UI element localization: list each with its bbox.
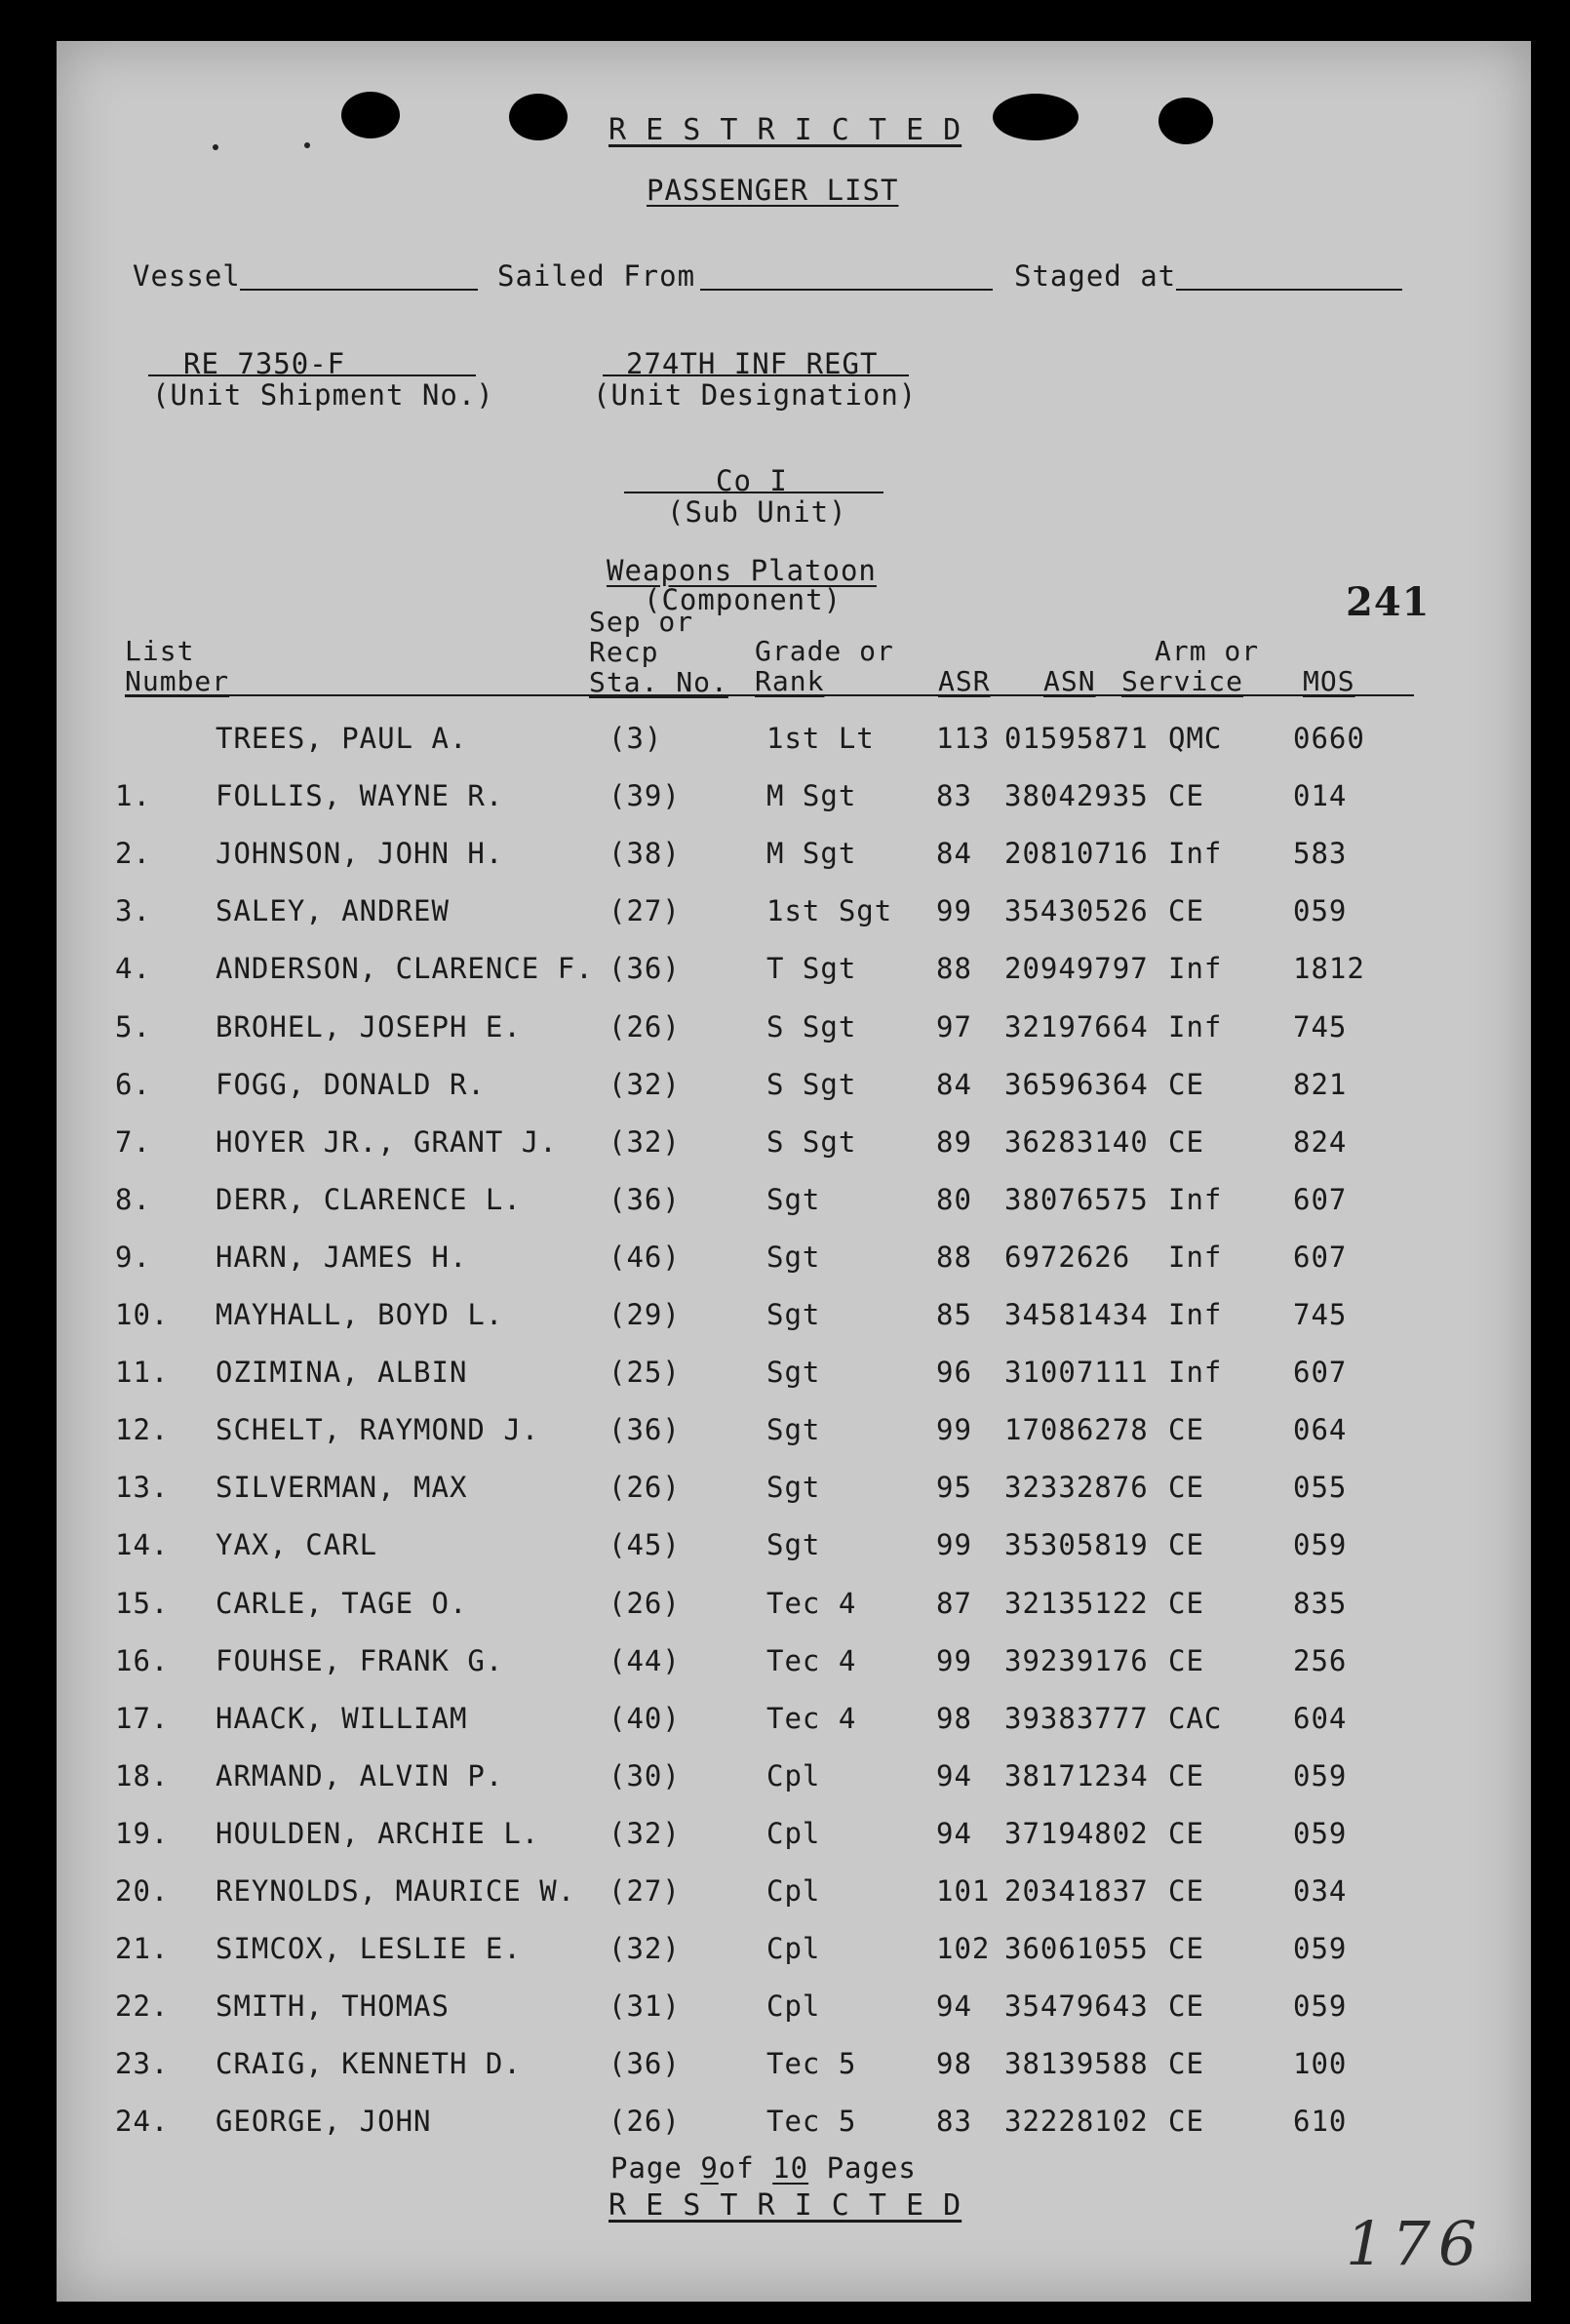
row-station: (25) — [608, 1356, 681, 1390]
row-service: CAC — [1168, 1701, 1223, 1735]
row-station: (36) — [608, 952, 681, 986]
sailed-from-label: Sailed From — [497, 259, 696, 293]
handwritten-number: 176 — [1346, 2208, 1485, 2279]
row-asn: 39239176 — [1004, 1643, 1149, 1677]
row-name: SMITH, THOMAS — [216, 1989, 450, 2024]
table-row — [57, 1298, 1531, 1337]
row-service: CE — [1168, 1586, 1204, 1620]
row-asr: 84 — [936, 837, 972, 871]
row-name: SILVERMAN, MAX — [216, 1471, 468, 1505]
vessel-label: Vessel — [133, 259, 241, 293]
row-station: (44) — [608, 1643, 681, 1677]
row-mos: 745 — [1293, 1009, 1348, 1044]
row-service: CE — [1168, 2047, 1204, 2081]
row-service: CE — [1168, 1758, 1204, 1792]
row-asn: 38171234 — [1004, 1758, 1149, 1792]
row-mos: 059 — [1293, 894, 1348, 928]
row-station: (45) — [608, 1528, 681, 1562]
row-mos: 034 — [1293, 1874, 1348, 1908]
table-row — [57, 1759, 1531, 1798]
row-rank: Tec 4 — [766, 1643, 857, 1677]
table-row — [57, 1528, 1531, 1567]
row-station: (36) — [608, 1182, 681, 1216]
staged-at-blank — [1176, 289, 1402, 291]
row-mos: 821 — [1293, 1067, 1348, 1101]
row-station: (32) — [608, 1816, 681, 1850]
row-name: REYNOLDS, MAURICE W. — [216, 1874, 576, 1908]
unit-designation: 274TH INF REGT — [626, 347, 879, 380]
page-stamp-number: 241 — [1346, 579, 1431, 625]
row-name: FOGG, DONALD R. — [216, 1067, 486, 1101]
row-station: (36) — [608, 1413, 681, 1447]
col-mos: MOS — [1303, 665, 1355, 697]
row-name: HOYER JR., GRANT J. — [216, 1124, 558, 1159]
row-station: (36) — [608, 2047, 681, 2081]
row-station: (31) — [608, 1989, 681, 2024]
row-number: 18. — [115, 1758, 170, 1792]
row-asr: 99 — [936, 1528, 972, 1562]
row-number: 16. — [115, 1643, 170, 1677]
table-row — [57, 1356, 1531, 1395]
table-row — [57, 894, 1531, 933]
row-number: 19. — [115, 1816, 170, 1850]
table-row — [57, 1702, 1531, 1741]
row-asn: 32332876 — [1004, 1471, 1149, 1505]
row-asr: 87 — [936, 1586, 972, 1620]
row-station: (30) — [608, 1758, 681, 1792]
table-row — [57, 2105, 1531, 2144]
row-asr: 101 — [936, 1874, 991, 1908]
row-rank: Cpl — [766, 1758, 821, 1792]
row-asr: 96 — [936, 1356, 972, 1390]
row-mos: 610 — [1293, 2105, 1348, 2139]
row-name: TREES, PAUL A. — [216, 722, 468, 755]
row-name: HAACK, WILLIAM — [216, 1701, 468, 1735]
row-rank: Tec 4 — [766, 1701, 857, 1735]
row-asn: 17086278 — [1004, 1413, 1149, 1447]
row-rank: Tec 5 — [766, 2105, 857, 2139]
row-asn: 38042935 — [1004, 779, 1149, 813]
row-rank: Sgt — [766, 1413, 821, 1447]
row-asr: 94 — [936, 1989, 972, 2024]
row-rank: 1st Lt — [766, 722, 875, 755]
header-rule — [125, 694, 1414, 696]
row-station: (32) — [608, 1932, 681, 1966]
table-row — [57, 1183, 1531, 1222]
sub-unit-line — [624, 492, 883, 493]
row-rank: 1st Sgt — [766, 894, 893, 928]
table-row — [57, 1989, 1531, 2029]
row-asr: 98 — [936, 2047, 972, 2081]
row-service: CE — [1168, 2105, 1204, 2139]
table-row — [57, 779, 1531, 818]
punch-hole — [509, 94, 568, 140]
table-row — [57, 837, 1531, 876]
row-station: (27) — [608, 894, 681, 928]
row-mos: 745 — [1293, 1298, 1348, 1331]
row-service: CE — [1168, 1471, 1204, 1505]
row-station: (39) — [608, 779, 681, 813]
row-service: CE — [1168, 1413, 1204, 1447]
row-name: DERR, CLARENCE L. — [216, 1182, 522, 1216]
row-rank: Sgt — [766, 1298, 821, 1331]
row-mos: 059 — [1293, 1932, 1348, 1966]
row-service: Inf — [1168, 952, 1223, 986]
row-service: CE — [1168, 1874, 1204, 1908]
row-mos: 256 — [1293, 1643, 1348, 1677]
row-number: 3. — [115, 894, 151, 928]
table-row — [57, 1471, 1531, 1510]
vessel-blank — [240, 289, 478, 291]
col-asn: ASN — [1043, 665, 1096, 697]
row-station: (29) — [608, 1298, 681, 1331]
row-asn: 20810716 — [1004, 837, 1149, 871]
row-asr: 84 — [936, 1067, 972, 1101]
row-number: 6. — [115, 1067, 151, 1101]
row-station: (3) — [608, 722, 663, 755]
row-number: 23. — [115, 2047, 170, 2081]
row-name: SALEY, ANDREW — [216, 894, 450, 928]
row-name: OZIMINA, ALBIN — [216, 1356, 468, 1390]
row-name: FOUHSE, FRANK G. — [216, 1643, 504, 1677]
row-number: 24. — [115, 2105, 170, 2139]
row-rank: Cpl — [766, 1932, 821, 1966]
row-mos: 583 — [1293, 837, 1348, 871]
row-service: CE — [1168, 1816, 1204, 1850]
row-number: 10. — [115, 1298, 170, 1331]
row-name: CARLE, TAGE O. — [216, 1586, 468, 1620]
table-row — [57, 1874, 1531, 1913]
table-row — [57, 722, 1531, 761]
row-asr: 80 — [936, 1182, 972, 1216]
row-asn: 6972626 — [1004, 1240, 1131, 1274]
row-asr: 88 — [936, 952, 972, 986]
row-rank: Sgt — [766, 1182, 821, 1216]
col-station: Sep or Recp Sta. No. — [589, 606, 728, 698]
row-station: (26) — [608, 2105, 681, 2139]
row-asn: 37194802 — [1004, 1816, 1149, 1850]
row-station: (27) — [608, 1874, 681, 1908]
table-row — [57, 1644, 1531, 1683]
table-row — [57, 1817, 1531, 1856]
row-mos: 607 — [1293, 1182, 1348, 1216]
row-asn: 38139588 — [1004, 2047, 1149, 2081]
row-name: GEORGE, JOHN — [216, 2105, 432, 2139]
row-rank: S Sgt — [766, 1067, 857, 1101]
row-service: Inf — [1168, 1009, 1223, 1044]
row-station: (40) — [608, 1701, 681, 1735]
row-number: 17. — [115, 1701, 170, 1735]
row-asn: 38076575 — [1004, 1182, 1149, 1216]
speck — [304, 142, 310, 148]
row-name: SIMCOX, LESLIE E. — [216, 1932, 522, 1966]
row-service: CE — [1168, 894, 1204, 928]
document-page — [57, 41, 1531, 2302]
row-asn: 32197664 — [1004, 1009, 1149, 1044]
row-mos: 059 — [1293, 1816, 1348, 1850]
row-name: HARN, JAMES H. — [216, 1240, 468, 1274]
row-asn: 31007111 — [1004, 1356, 1149, 1390]
staged-at-label: Staged at — [1014, 259, 1177, 293]
table-row — [57, 1413, 1531, 1452]
row-asr: 95 — [936, 1471, 972, 1505]
row-service: CE — [1168, 1989, 1204, 2024]
row-asr: 99 — [936, 1413, 972, 1447]
table-row — [57, 1587, 1531, 1626]
row-name: ANDERSON, CLARENCE F. — [216, 952, 594, 986]
row-service: Inf — [1168, 1356, 1223, 1390]
unit-shipment-line — [148, 374, 476, 376]
row-mos: 0660 — [1293, 722, 1365, 755]
row-mos: 1812 — [1293, 952, 1365, 986]
row-service: Inf — [1168, 1298, 1223, 1331]
table-row — [57, 1932, 1531, 1971]
row-name: JOHNSON, JOHN H. — [216, 837, 504, 871]
row-rank: S Sgt — [766, 1009, 857, 1044]
row-station: (32) — [608, 1067, 681, 1101]
row-asn: 32135122 — [1004, 1586, 1149, 1620]
row-rank: Cpl — [766, 1874, 821, 1908]
row-asn: 36596364 — [1004, 1067, 1149, 1101]
row-number: 7. — [115, 1124, 151, 1159]
speck — [213, 144, 218, 150]
row-service: CE — [1168, 1124, 1204, 1159]
row-mos: 824 — [1293, 1124, 1348, 1159]
row-name: MAYHALL, BOYD L. — [216, 1298, 504, 1331]
row-station: (26) — [608, 1586, 681, 1620]
row-rank: Cpl — [766, 1989, 821, 2024]
row-rank: M Sgt — [766, 837, 857, 871]
row-asr: 89 — [936, 1124, 972, 1159]
unit-shipment-label: (Unit Shipment No.) — [152, 378, 494, 412]
row-mos: 607 — [1293, 1356, 1348, 1390]
row-mos: 059 — [1293, 1758, 1348, 1792]
row-rank: S Sgt — [766, 1124, 857, 1159]
component-label: (Component) — [644, 583, 843, 616]
col-service: Arm or Service — [1121, 635, 1260, 697]
row-number: 14. — [115, 1528, 170, 1562]
table-row — [57, 1125, 1531, 1164]
row-service: CE — [1168, 1528, 1204, 1562]
row-name: YAX, CARL — [216, 1528, 378, 1562]
row-asn: 01595871 — [1004, 722, 1149, 755]
row-name: FOLLIS, WAYNE R. — [216, 779, 504, 813]
row-station: (32) — [608, 1124, 681, 1159]
row-asr: 97 — [936, 1009, 972, 1044]
row-number: 21. — [115, 1932, 170, 1966]
component: Weapons Platoon — [607, 554, 877, 587]
row-number: 12. — [115, 1413, 170, 1447]
row-number: 15. — [115, 1586, 170, 1620]
row-station: (26) — [608, 1471, 681, 1505]
col-list-number: List Number — [125, 635, 230, 697]
row-asr: 98 — [936, 1701, 972, 1735]
row-station: (26) — [608, 1009, 681, 1044]
page-count: Page 9of 10 Pages — [610, 2151, 917, 2185]
row-number: 1. — [115, 779, 151, 813]
row-mos: 607 — [1293, 1240, 1348, 1274]
row-number: 4. — [115, 952, 151, 986]
punch-hole — [341, 92, 400, 138]
row-station: (38) — [608, 837, 681, 871]
row-asr: 83 — [936, 779, 972, 813]
row-rank: Sgt — [766, 1528, 821, 1562]
row-asn: 36283140 — [1004, 1124, 1149, 1159]
row-asn: 36061055 — [1004, 1932, 1149, 1966]
unit-designation-line — [603, 374, 909, 376]
row-asn: 34581434 — [1004, 1298, 1149, 1331]
table-row — [57, 1068, 1531, 1107]
unit-shipment-number: RE 7350-F — [183, 347, 346, 380]
row-mos: 064 — [1293, 1413, 1348, 1447]
unit-designation-label: (Unit Designation) — [593, 378, 918, 412]
sailed-from-blank — [700, 289, 993, 291]
table-row — [57, 1241, 1531, 1280]
row-name: CRAIG, KENNETH D. — [216, 2047, 522, 2081]
row-number: 2. — [115, 837, 151, 871]
row-mos: 835 — [1293, 1586, 1348, 1620]
row-asr: 83 — [936, 2105, 972, 2139]
row-asn: 20341837 — [1004, 1874, 1149, 1908]
row-asr: 113 — [936, 722, 991, 755]
row-name: HOULDEN, ARCHIE L. — [216, 1816, 540, 1850]
row-service: QMC — [1168, 722, 1223, 755]
punch-hole — [993, 94, 1079, 140]
row-asr: 85 — [936, 1298, 972, 1331]
row-asn: 20949797 — [1004, 952, 1149, 986]
row-station: (46) — [608, 1240, 681, 1274]
row-service: CE — [1168, 1643, 1204, 1677]
row-number: 5. — [115, 1009, 151, 1044]
row-mos: 100 — [1293, 2047, 1348, 2081]
row-rank: Sgt — [766, 1356, 821, 1390]
row-service: CE — [1168, 1932, 1204, 1966]
row-mos: 014 — [1293, 779, 1348, 813]
row-service: Inf — [1168, 1182, 1223, 1216]
table-row — [57, 952, 1531, 991]
row-number: 9. — [115, 1240, 151, 1274]
row-mos: 604 — [1293, 1701, 1348, 1735]
restricted-footer: R E S T R I C T E D — [608, 2188, 962, 2223]
row-asr: 102 — [936, 1932, 991, 1966]
row-asn: 32228102 — [1004, 2105, 1149, 2139]
col-grade: Grade or Rank — [755, 635, 894, 697]
row-number: 8. — [115, 1182, 151, 1216]
row-rank: Sgt — [766, 1471, 821, 1505]
row-asr: 88 — [936, 1240, 972, 1274]
table-row — [57, 1010, 1531, 1049]
row-service: Inf — [1168, 837, 1223, 871]
punch-hole — [1158, 98, 1213, 144]
row-rank: Cpl — [766, 1816, 821, 1850]
row-asr: 99 — [936, 1643, 972, 1677]
row-mos: 055 — [1293, 1471, 1348, 1505]
sub-unit-label: (Sub Unit) — [667, 495, 847, 529]
sub-unit: Co I — [716, 464, 788, 497]
row-asr: 99 — [936, 894, 972, 928]
row-rank: M Sgt — [766, 779, 857, 813]
row-name: SCHELT, RAYMOND J. — [216, 1413, 540, 1447]
row-asr: 94 — [936, 1758, 972, 1792]
row-asn: 35479643 — [1004, 1989, 1149, 2024]
row-asn: 39383777 — [1004, 1701, 1149, 1735]
row-rank: T Sgt — [766, 952, 857, 986]
row-mos: 059 — [1293, 1989, 1348, 2024]
col-asr: ASR — [938, 665, 991, 697]
row-number: 13. — [115, 1471, 170, 1505]
row-rank: Tec 4 — [766, 1586, 857, 1620]
row-number: 22. — [115, 1989, 170, 2024]
row-service: Inf — [1168, 1240, 1223, 1274]
row-asn: 35430526 — [1004, 894, 1149, 928]
row-service: CE — [1168, 779, 1204, 813]
document-title: PASSENGER LIST — [647, 174, 899, 207]
restricted-header: R E S T R I C T E D — [608, 113, 962, 147]
row-asn: 35305819 — [1004, 1528, 1149, 1562]
row-number: 11. — [115, 1356, 170, 1390]
row-asr: 94 — [936, 1816, 972, 1850]
row-number: 20. — [115, 1874, 170, 1908]
row-rank: Sgt — [766, 1240, 821, 1274]
row-name: BROHEL, JOSEPH E. — [216, 1009, 522, 1044]
row-mos: 059 — [1293, 1528, 1348, 1562]
row-name: ARMAND, ALVIN P. — [216, 1758, 504, 1792]
row-service: CE — [1168, 1067, 1204, 1101]
table-row — [57, 2047, 1531, 2086]
row-rank: Tec 5 — [766, 2047, 857, 2081]
